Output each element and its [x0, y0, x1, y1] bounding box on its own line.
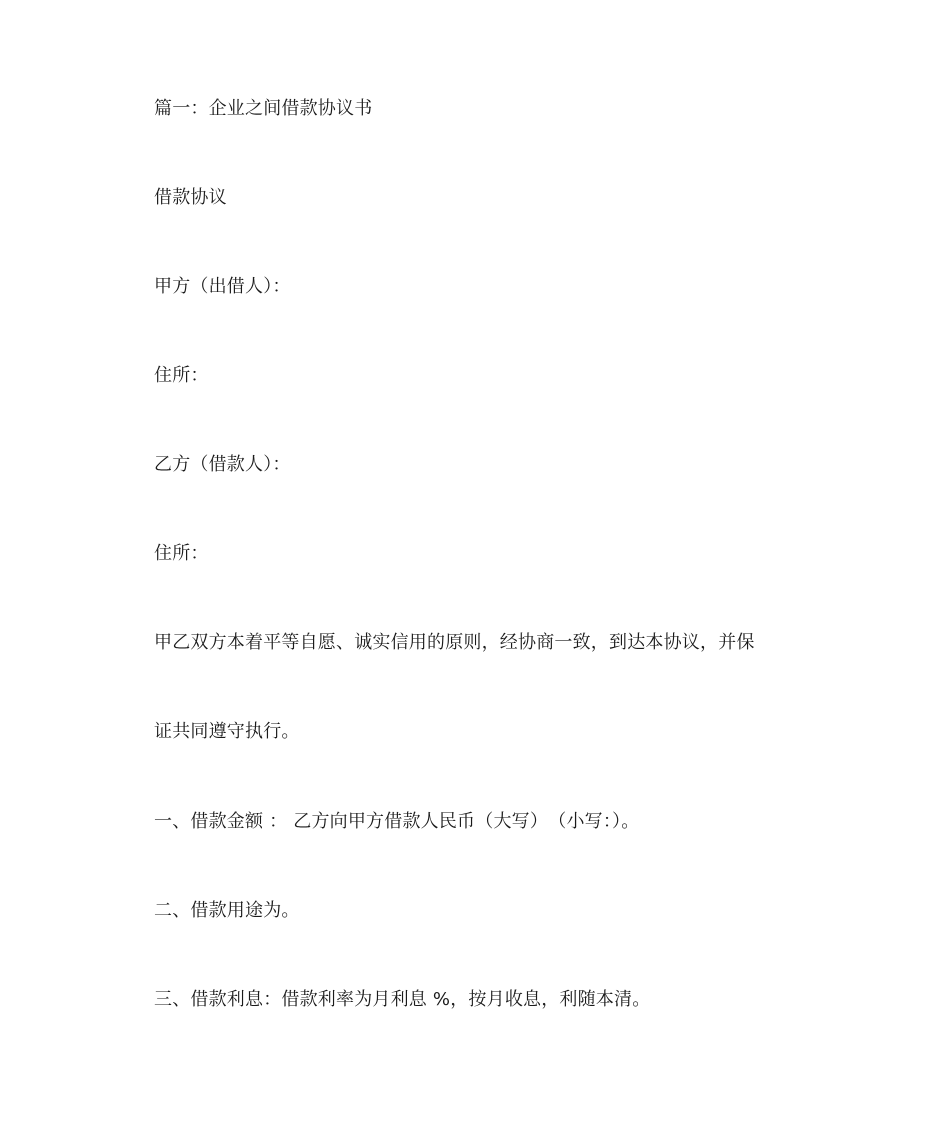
party-a-label: 甲方（出借人）： [154, 276, 291, 297]
clause-loan-interest: 三、借款利息：借款利率为月利息 %，按月收息，利随本清。 [154, 989, 651, 1010]
document-heading: 篇一：企业之间借款协议书 [154, 98, 373, 119]
party-b-address-label: 住所： [154, 543, 209, 564]
party-a-address-label: 住所： [154, 365, 209, 386]
clause-loan-purpose: 二、借款用途为。 [154, 900, 300, 921]
clause-loan-amount: 一、借款金额 ： 乙方向甲方借款人民币（大写） （小写：）。 [154, 811, 640, 832]
preamble-line-1: 甲乙双方本着平等自愿、诚实信用的原则，经协商一致，到达本协议，并保 [154, 632, 755, 653]
party-b-label: 乙方（借款人）： [154, 454, 291, 475]
preamble-line-2: 证共同遵守执行。 [154, 721, 300, 742]
agreement-title: 借款协议 [154, 187, 227, 208]
